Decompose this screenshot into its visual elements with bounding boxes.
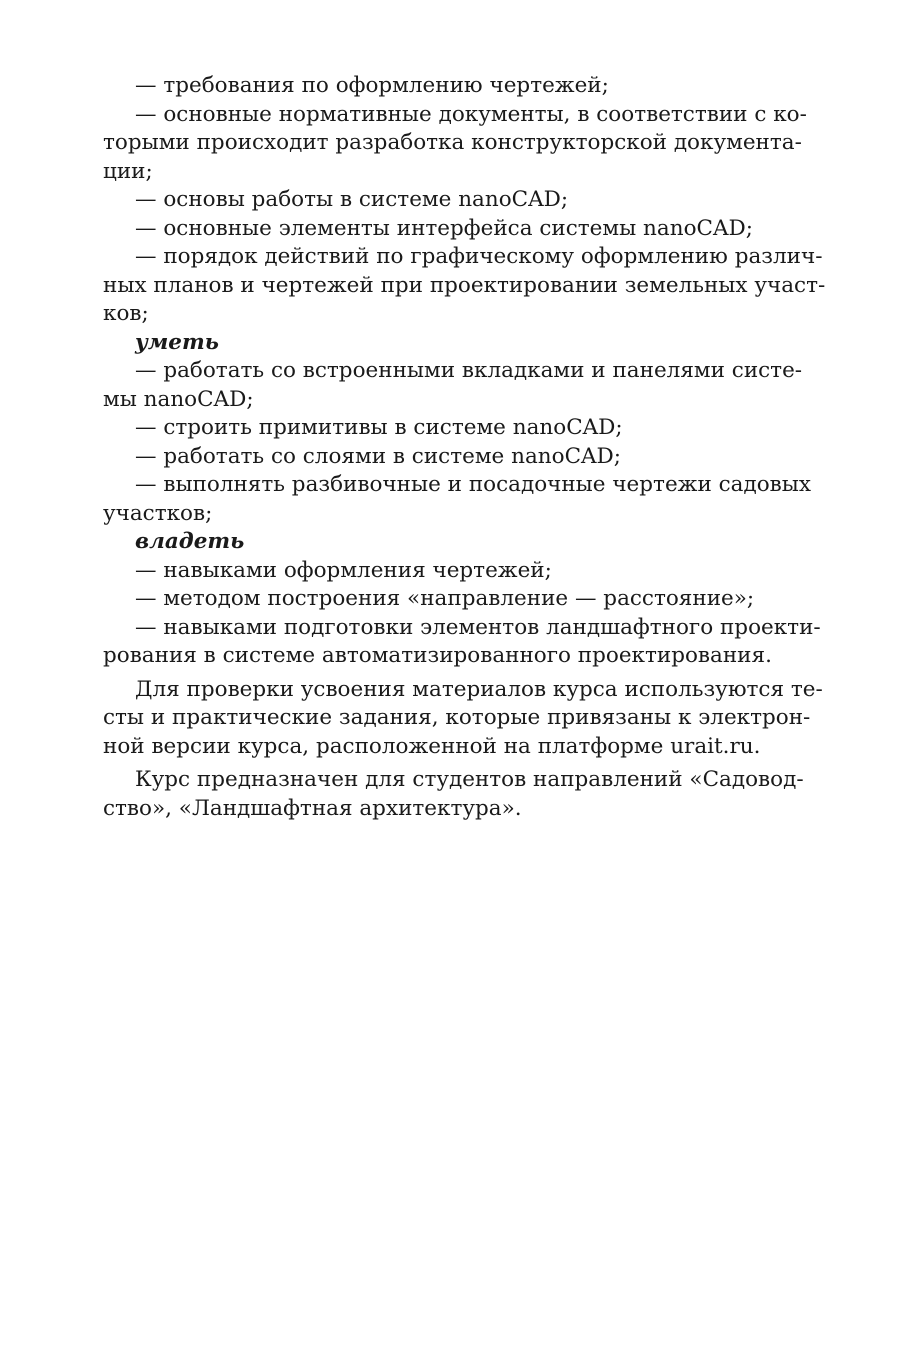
- list-item-continuation: участков;: [103, 500, 213, 526]
- document-page: [103, 72, 826, 823]
- list-item: — выполнять разбивочные и посадочные чертежи садовых: [135, 472, 811, 497]
- list-item-continuation: мы nanoCAD;: [103, 386, 254, 412]
- list-item-continuation: ции;: [103, 158, 153, 184]
- list-item: — работать со встроенными вкладками и панелями систе-: [135, 358, 803, 383]
- list-item: — навыками подготовки элементов ландшафтного проекти-: [135, 614, 821, 640]
- list-item: — требования по оформлению чертежей;: [135, 73, 609, 98]
- list-item: — строить примитивы в системе nanoCAD;: [135, 415, 623, 440]
- section-heading-vladet: владеть: [135, 529, 245, 554]
- list-item: — основные элементы интерфейса системы nanoCAD;: [135, 215, 753, 241]
- list-item-continuation: рования в системе автоматизированного проектирования.: [103, 643, 772, 668]
- section-heading-umet: уметь: [135, 329, 219, 355]
- list-item: — порядок действий по графическому оформлению различ-: [135, 244, 823, 269]
- list-item: — основные нормативные документы, в соответствии с ко-: [135, 101, 807, 127]
- list-item: — работать со слоями в системе nanoCAD;: [135, 443, 622, 469]
- paragraph-check-line: сты и практические задания, которые привязаны к электрон-: [103, 705, 811, 730]
- list-item-continuation: ных планов и чертежей при проектировании земельных участ-: [103, 272, 826, 298]
- list-item-continuation: торыми происходит разработка конструкторской документа-: [103, 130, 802, 155]
- paragraph-check-line: ной версии курса, расположенной на платформе urait.ru.: [103, 733, 761, 759]
- paragraph-audience-line: ство», «Ландшафтная архитектура».: [103, 795, 522, 821]
- list-item: — основы работы в системе nanoCAD;: [135, 187, 569, 212]
- paragraph-audience-line: Курс предназначен для студентов направлений «Садовод-: [135, 767, 804, 792]
- list-item-continuation: ков;: [103, 301, 149, 326]
- paragraph-check-line: Для проверки усвоения материалов курса используются те-: [135, 676, 823, 702]
- list-item: — навыками оформления чертежей;: [135, 557, 552, 583]
- list-item: — методом построения «направление — расстояние»;: [135, 586, 755, 611]
